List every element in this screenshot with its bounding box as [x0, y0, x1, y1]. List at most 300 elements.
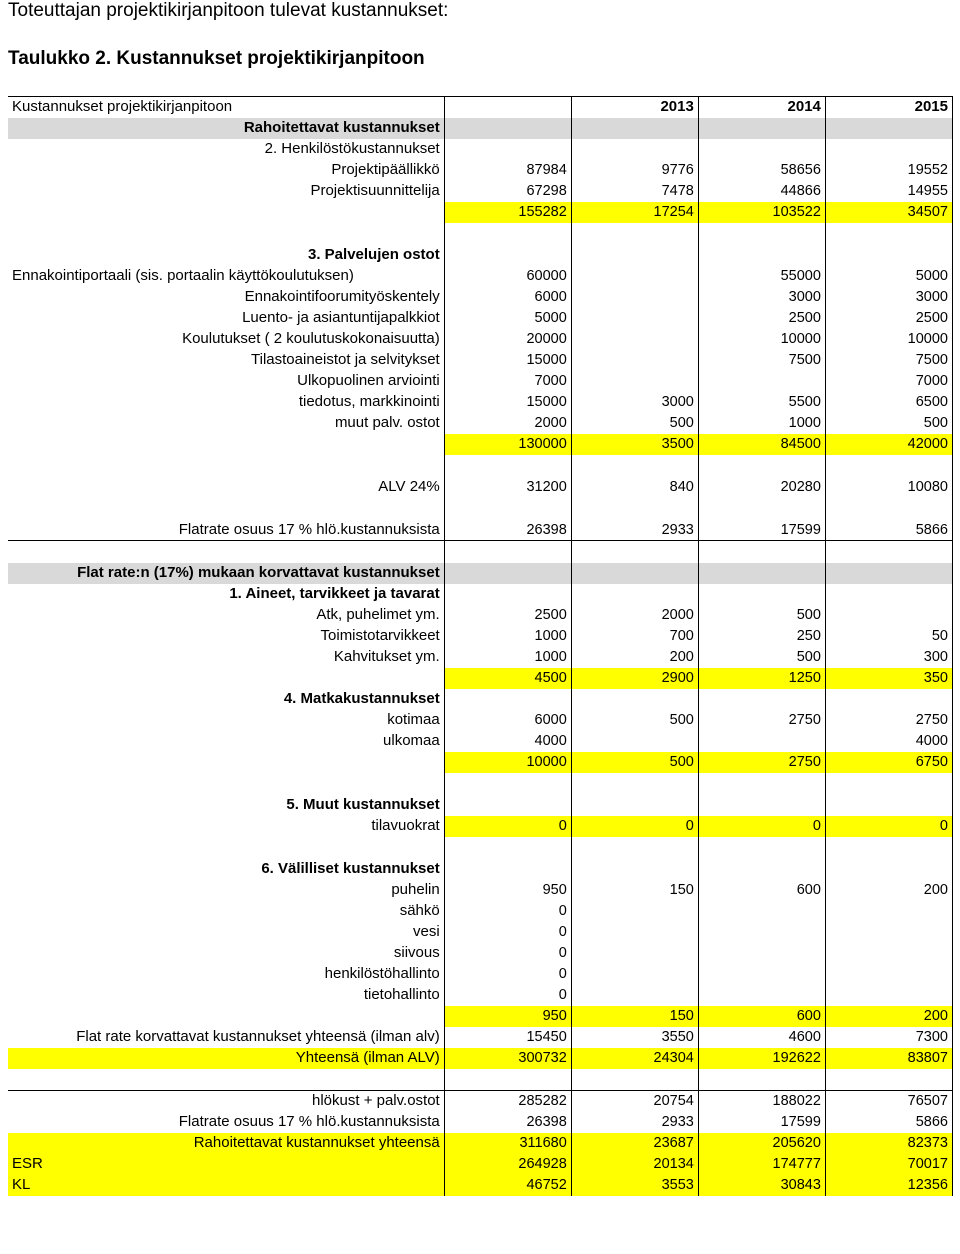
- row-label: 2. Henkilöstökustannukset: [264, 140, 440, 157]
- value-cell: 7478: [571, 181, 698, 202]
- page-heading: Toteuttajan projektikirjanpitoon tulevat kustannukset:: [8, 0, 449, 21]
- row-label: Kustannukset projektikirjanpitoon: [8, 97, 444, 118]
- value-cell: 2015: [825, 97, 952, 118]
- value-cell: [825, 455, 952, 477]
- value-cell: 700: [571, 626, 698, 647]
- value-cell: [825, 223, 952, 245]
- value-cell: [698, 139, 825, 160]
- value-cell: 500: [698, 605, 825, 626]
- value-cell: [698, 964, 825, 985]
- table-row: [8, 223, 953, 245]
- row-label: ALV 24%: [378, 478, 440, 495]
- table-row: [8, 964, 953, 985]
- cost-table-container: [8, 96, 953, 1196]
- value-cell: [825, 498, 952, 520]
- value-cell: 192622: [698, 1048, 825, 1069]
- value-cell: 2014: [698, 97, 825, 118]
- value-cell: [444, 245, 571, 266]
- value-cell: 0: [571, 816, 698, 837]
- table-row: [8, 202, 953, 223]
- row-label: puhelin: [391, 881, 440, 898]
- row-label: Ennakointiportaali (sis. portaalin käyttökoulutuksen): [12, 267, 354, 284]
- value-cell: [444, 1069, 571, 1091]
- row-label: 5. Muut kustannukset: [286, 796, 440, 813]
- table-row: [8, 1175, 953, 1196]
- table-row: [8, 816, 953, 837]
- value-cell: [825, 563, 952, 584]
- table-row: [8, 350, 953, 371]
- value-cell: 5000: [825, 266, 952, 287]
- value-cell: 55000: [698, 266, 825, 287]
- value-cell: 24304: [571, 1048, 698, 1069]
- value-cell: 285282: [444, 1091, 571, 1112]
- table-row: [8, 837, 953, 859]
- table-row: [8, 584, 953, 605]
- value-cell: 2750: [825, 710, 952, 731]
- value-cell: [444, 773, 571, 795]
- value-cell: [698, 689, 825, 710]
- value-cell: [444, 584, 571, 605]
- table-row: [8, 901, 953, 922]
- value-cell: [571, 837, 698, 859]
- value-cell: 2933: [571, 520, 698, 541]
- row-label: tilavuokrat: [371, 817, 440, 834]
- value-cell: 500: [571, 413, 698, 434]
- value-cell: 250: [698, 626, 825, 647]
- row-label: [8, 668, 444, 689]
- row-label: Atk, puhelimet ym.: [316, 606, 440, 623]
- value-cell: [698, 541, 825, 563]
- value-cell: 1250: [698, 668, 825, 689]
- value-cell: 2750: [698, 752, 825, 773]
- table-row: [8, 434, 953, 455]
- value-cell: 50: [825, 626, 952, 647]
- value-cell: [698, 1069, 825, 1091]
- value-cell: [698, 985, 825, 1006]
- value-cell: [698, 245, 825, 266]
- value-cell: 31200: [444, 477, 571, 498]
- value-cell: 3000: [825, 287, 952, 308]
- value-cell: [698, 731, 825, 752]
- table-row: [8, 943, 953, 964]
- value-cell: 0: [444, 922, 571, 943]
- table-row: [8, 985, 953, 1006]
- value-cell: [825, 943, 952, 964]
- value-cell: 188022: [698, 1091, 825, 1112]
- value-cell: [571, 689, 698, 710]
- row-label: Ennakointifoorumityöskentely: [244, 288, 440, 305]
- value-cell: 23687: [571, 1133, 698, 1154]
- row-label: [8, 202, 444, 223]
- value-cell: 6750: [825, 752, 952, 773]
- value-cell: [825, 245, 952, 266]
- value-cell: [571, 1069, 698, 1091]
- value-cell: [571, 773, 698, 795]
- value-cell: [571, 859, 698, 880]
- value-cell: [571, 308, 698, 329]
- value-cell: 84500: [698, 434, 825, 455]
- value-cell: 0: [698, 816, 825, 837]
- row-label: [8, 752, 444, 773]
- value-cell: [825, 773, 952, 795]
- value-cell: 10000: [825, 329, 952, 350]
- row-label: [8, 837, 444, 859]
- value-cell: 6000: [444, 287, 571, 308]
- value-cell: [698, 371, 825, 392]
- value-cell: [571, 498, 698, 520]
- table-row: [8, 689, 953, 710]
- value-cell: 155282: [444, 202, 571, 223]
- value-cell: [825, 985, 952, 1006]
- value-cell: 2000: [571, 605, 698, 626]
- value-cell: 200: [571, 647, 698, 668]
- value-cell: 20134: [571, 1154, 698, 1175]
- value-cell: [825, 584, 952, 605]
- value-cell: [698, 498, 825, 520]
- table-row: [8, 1069, 953, 1091]
- row-label: Rahoitettavat kustannukset yhteensä: [8, 1133, 444, 1154]
- value-cell: 1000: [698, 413, 825, 434]
- row-label: Rahoitettavat kustannukset: [8, 118, 444, 139]
- table-row: [8, 541, 953, 563]
- value-cell: [825, 118, 952, 139]
- value-cell: 200: [825, 880, 952, 901]
- value-cell: [444, 498, 571, 520]
- table-row: [8, 371, 953, 392]
- value-cell: [571, 455, 698, 477]
- row-label: ulkomaa: [383, 732, 440, 749]
- value-cell: 9776: [571, 160, 698, 181]
- value-cell: 3000: [571, 392, 698, 413]
- table-row: [8, 287, 953, 308]
- value-cell: [444, 455, 571, 477]
- row-label: Ulkopuolinen arviointi: [297, 372, 440, 389]
- value-cell: 300732: [444, 1048, 571, 1069]
- value-cell: 840: [571, 477, 698, 498]
- row-label: Koulutukset ( 2 koulutuskokonaisuutta): [182, 330, 440, 347]
- value-cell: 19552: [825, 160, 952, 181]
- table-row: [8, 329, 953, 350]
- value-cell: 10000: [444, 752, 571, 773]
- value-cell: [444, 837, 571, 859]
- value-cell: [825, 859, 952, 880]
- value-cell: [825, 964, 952, 985]
- value-cell: [444, 541, 571, 563]
- value-cell: 200: [825, 1006, 952, 1027]
- value-cell: 0: [444, 816, 571, 837]
- row-label: Tilastoaineistot ja selvitykset: [251, 351, 440, 368]
- value-cell: 17599: [698, 1112, 825, 1133]
- row-label: 1. Aineet, tarvikkeet ja tavarat: [229, 585, 440, 602]
- value-cell: 87984: [444, 160, 571, 181]
- value-cell: 2900: [571, 668, 698, 689]
- value-cell: 150: [571, 1006, 698, 1027]
- row-label: [8, 498, 444, 520]
- value-cell: 500: [571, 710, 698, 731]
- table-row: [8, 97, 953, 118]
- value-cell: [698, 922, 825, 943]
- value-cell: 2500: [698, 308, 825, 329]
- value-cell: 2750: [698, 710, 825, 731]
- value-cell: [571, 118, 698, 139]
- value-cell: 7500: [698, 350, 825, 371]
- value-cell: 500: [698, 647, 825, 668]
- row-label: [8, 1006, 444, 1027]
- value-cell: [825, 541, 952, 563]
- table-row: [8, 477, 953, 498]
- row-label: [8, 773, 444, 795]
- value-cell: 600: [698, 1006, 825, 1027]
- value-cell: [444, 223, 571, 245]
- value-cell: 5500: [698, 392, 825, 413]
- value-cell: 76507: [825, 1091, 952, 1112]
- table-row: [8, 752, 953, 773]
- value-cell: 500: [571, 752, 698, 773]
- value-cell: 26398: [444, 1112, 571, 1133]
- value-cell: 6500: [825, 392, 952, 413]
- value-cell: 20000: [444, 329, 571, 350]
- value-cell: 17254: [571, 202, 698, 223]
- table-row: [8, 1112, 953, 1133]
- row-label: Projektipäällikkö: [331, 161, 440, 178]
- value-cell: [571, 139, 698, 160]
- value-cell: 44866: [698, 181, 825, 202]
- value-cell: [825, 605, 952, 626]
- value-cell: [571, 245, 698, 266]
- table-row: [8, 773, 953, 795]
- value-cell: [698, 795, 825, 816]
- value-cell: 5866: [825, 520, 952, 541]
- row-label: sähkö: [399, 902, 440, 919]
- value-cell: [825, 139, 952, 160]
- table-row: [8, 922, 953, 943]
- value-cell: 67298: [444, 181, 571, 202]
- value-cell: [698, 584, 825, 605]
- row-label: siivous: [393, 944, 440, 961]
- value-cell: 0: [444, 943, 571, 964]
- value-cell: 0: [444, 985, 571, 1006]
- value-cell: 130000: [444, 434, 571, 455]
- table-row: [8, 1027, 953, 1048]
- value-cell: 26398: [444, 520, 571, 541]
- value-cell: [571, 563, 698, 584]
- value-cell: 42000: [825, 434, 952, 455]
- value-cell: 34507: [825, 202, 952, 223]
- value-cell: 70017: [825, 1154, 952, 1175]
- table-row: [8, 859, 953, 880]
- row-label: [8, 1069, 444, 1091]
- row-label: Flatrate osuus 17 % hlö.kustannuksista: [8, 520, 444, 541]
- value-cell: 15450: [444, 1027, 571, 1048]
- value-cell: [571, 223, 698, 245]
- value-cell: 174777: [698, 1154, 825, 1175]
- table-row: [8, 266, 953, 287]
- row-label: 3. Palvelujen ostot: [308, 246, 440, 263]
- value-cell: 600: [698, 880, 825, 901]
- table-row: [8, 880, 953, 901]
- value-cell: [571, 985, 698, 1006]
- value-cell: 4000: [444, 731, 571, 752]
- value-cell: 264928: [444, 1154, 571, 1175]
- row-label: 6. Välilliset kustannukset: [261, 860, 440, 877]
- value-cell: 2500: [825, 308, 952, 329]
- value-cell: 7000: [825, 371, 952, 392]
- table-row: [8, 1133, 953, 1154]
- value-cell: 20280: [698, 477, 825, 498]
- value-cell: [571, 329, 698, 350]
- value-cell: 7300: [825, 1027, 952, 1048]
- value-cell: [571, 350, 698, 371]
- value-cell: [825, 1069, 952, 1091]
- row-label: tietohallinto: [363, 986, 440, 1003]
- value-cell: [825, 901, 952, 922]
- value-cell: [571, 943, 698, 964]
- value-cell: [825, 689, 952, 710]
- value-cell: 500: [825, 413, 952, 434]
- value-cell: [698, 837, 825, 859]
- table-row: [8, 245, 953, 266]
- table-row: [8, 710, 953, 731]
- value-cell: 5866: [825, 1112, 952, 1133]
- table-row: [8, 668, 953, 689]
- value-cell: 14955: [825, 181, 952, 202]
- table-row: [8, 455, 953, 477]
- value-cell: 4500: [444, 668, 571, 689]
- row-label: hlökust + palv.ostot: [8, 1091, 444, 1112]
- row-label: [8, 223, 444, 245]
- value-cell: 3550: [571, 1027, 698, 1048]
- table-row: [8, 520, 953, 541]
- value-cell: 46752: [444, 1175, 571, 1196]
- row-label: henkilöstöhallinto: [324, 965, 440, 982]
- value-cell: [571, 795, 698, 816]
- value-cell: 20754: [571, 1091, 698, 1112]
- value-cell: [571, 266, 698, 287]
- value-cell: [444, 563, 571, 584]
- table-title: Taulukko 2. Kustannukset projektikirjanpitoon: [8, 48, 425, 69]
- value-cell: 1000: [444, 626, 571, 647]
- value-cell: 10000: [698, 329, 825, 350]
- row-label: Yhteensä (ilman ALV): [8, 1048, 444, 1069]
- cost-table-body: [8, 97, 953, 1196]
- value-cell: [444, 689, 571, 710]
- row-label: Flatrate osuus 17 % hlö.kustannuksista: [178, 1113, 440, 1130]
- value-cell: 3000: [698, 287, 825, 308]
- row-label: muut palv. ostot: [334, 414, 440, 431]
- value-cell: 205620: [698, 1133, 825, 1154]
- value-cell: 82373: [825, 1133, 952, 1154]
- value-cell: 6000: [444, 710, 571, 731]
- value-cell: [698, 455, 825, 477]
- value-cell: 58656: [698, 160, 825, 181]
- value-cell: 30843: [698, 1175, 825, 1196]
- value-cell: 5000: [444, 308, 571, 329]
- value-cell: 4600: [698, 1027, 825, 1048]
- value-cell: 300: [825, 647, 952, 668]
- row-label: tiedotus, markkinointi: [298, 393, 440, 410]
- cost-table: [8, 96, 953, 1196]
- row-label: Projektisuunnittelija: [310, 182, 440, 199]
- row-label: 4. Matkakustannukset: [283, 690, 440, 707]
- value-cell: [825, 795, 952, 816]
- value-cell: [698, 563, 825, 584]
- value-cell: 1000: [444, 647, 571, 668]
- value-cell: [698, 118, 825, 139]
- value-cell: 0: [444, 964, 571, 985]
- value-cell: 15000: [444, 392, 571, 413]
- value-cell: 0: [444, 901, 571, 922]
- row-label: Kahvitukset ym.: [333, 648, 440, 665]
- value-cell: 7000: [444, 371, 571, 392]
- table-row: [8, 139, 953, 160]
- value-cell: 83807: [825, 1048, 952, 1069]
- row-label: Luento- ja asiantuntijapalkkiot: [242, 309, 440, 326]
- value-cell: [444, 118, 571, 139]
- value-cell: [698, 859, 825, 880]
- value-cell: 2000: [444, 413, 571, 434]
- table-row: [8, 413, 953, 434]
- row-label: Flat rate:n (17%) mukaan korvattavat kustannukset: [8, 563, 444, 584]
- value-cell: 150: [571, 880, 698, 901]
- row-label: Toimistotarvikkeet: [320, 627, 440, 644]
- value-cell: 17599: [698, 520, 825, 541]
- value-cell: [698, 223, 825, 245]
- value-cell: [571, 584, 698, 605]
- row-label: kotimaa: [387, 711, 440, 728]
- value-cell: [571, 287, 698, 308]
- value-cell: [444, 139, 571, 160]
- value-cell: 3500: [571, 434, 698, 455]
- value-cell: [444, 859, 571, 880]
- table-row: [8, 626, 953, 647]
- value-cell: [698, 943, 825, 964]
- row-label: [8, 541, 444, 563]
- row-label: [8, 455, 444, 477]
- value-cell: [571, 541, 698, 563]
- table-row: [8, 392, 953, 413]
- table-row: [8, 563, 953, 584]
- table-row: [8, 1091, 953, 1112]
- table-row: [8, 160, 953, 181]
- value-cell: 10080: [825, 477, 952, 498]
- table-row: [8, 647, 953, 668]
- value-cell: [825, 837, 952, 859]
- value-cell: [571, 901, 698, 922]
- value-cell: 7500: [825, 350, 952, 371]
- value-cell: [444, 795, 571, 816]
- value-cell: [571, 731, 698, 752]
- table-row: [8, 1048, 953, 1069]
- table-row: [8, 498, 953, 520]
- value-cell: 950: [444, 1006, 571, 1027]
- table-row: [8, 1154, 953, 1175]
- row-label: ESR: [8, 1154, 444, 1175]
- table-row: [8, 1006, 953, 1027]
- table-row: [8, 731, 953, 752]
- value-cell: 4000: [825, 731, 952, 752]
- value-cell: 15000: [444, 350, 571, 371]
- value-cell: 103522: [698, 202, 825, 223]
- row-label: vesi: [413, 923, 440, 940]
- row-label: Flat rate korvattavat kustannukset yhteensä (ilman alv): [76, 1028, 440, 1045]
- value-cell: 950: [444, 880, 571, 901]
- table-row: [8, 795, 953, 816]
- table-row: [8, 181, 953, 202]
- table-row: [8, 605, 953, 626]
- value-cell: 350: [825, 668, 952, 689]
- value-cell: 12356: [825, 1175, 952, 1196]
- value-cell: [571, 964, 698, 985]
